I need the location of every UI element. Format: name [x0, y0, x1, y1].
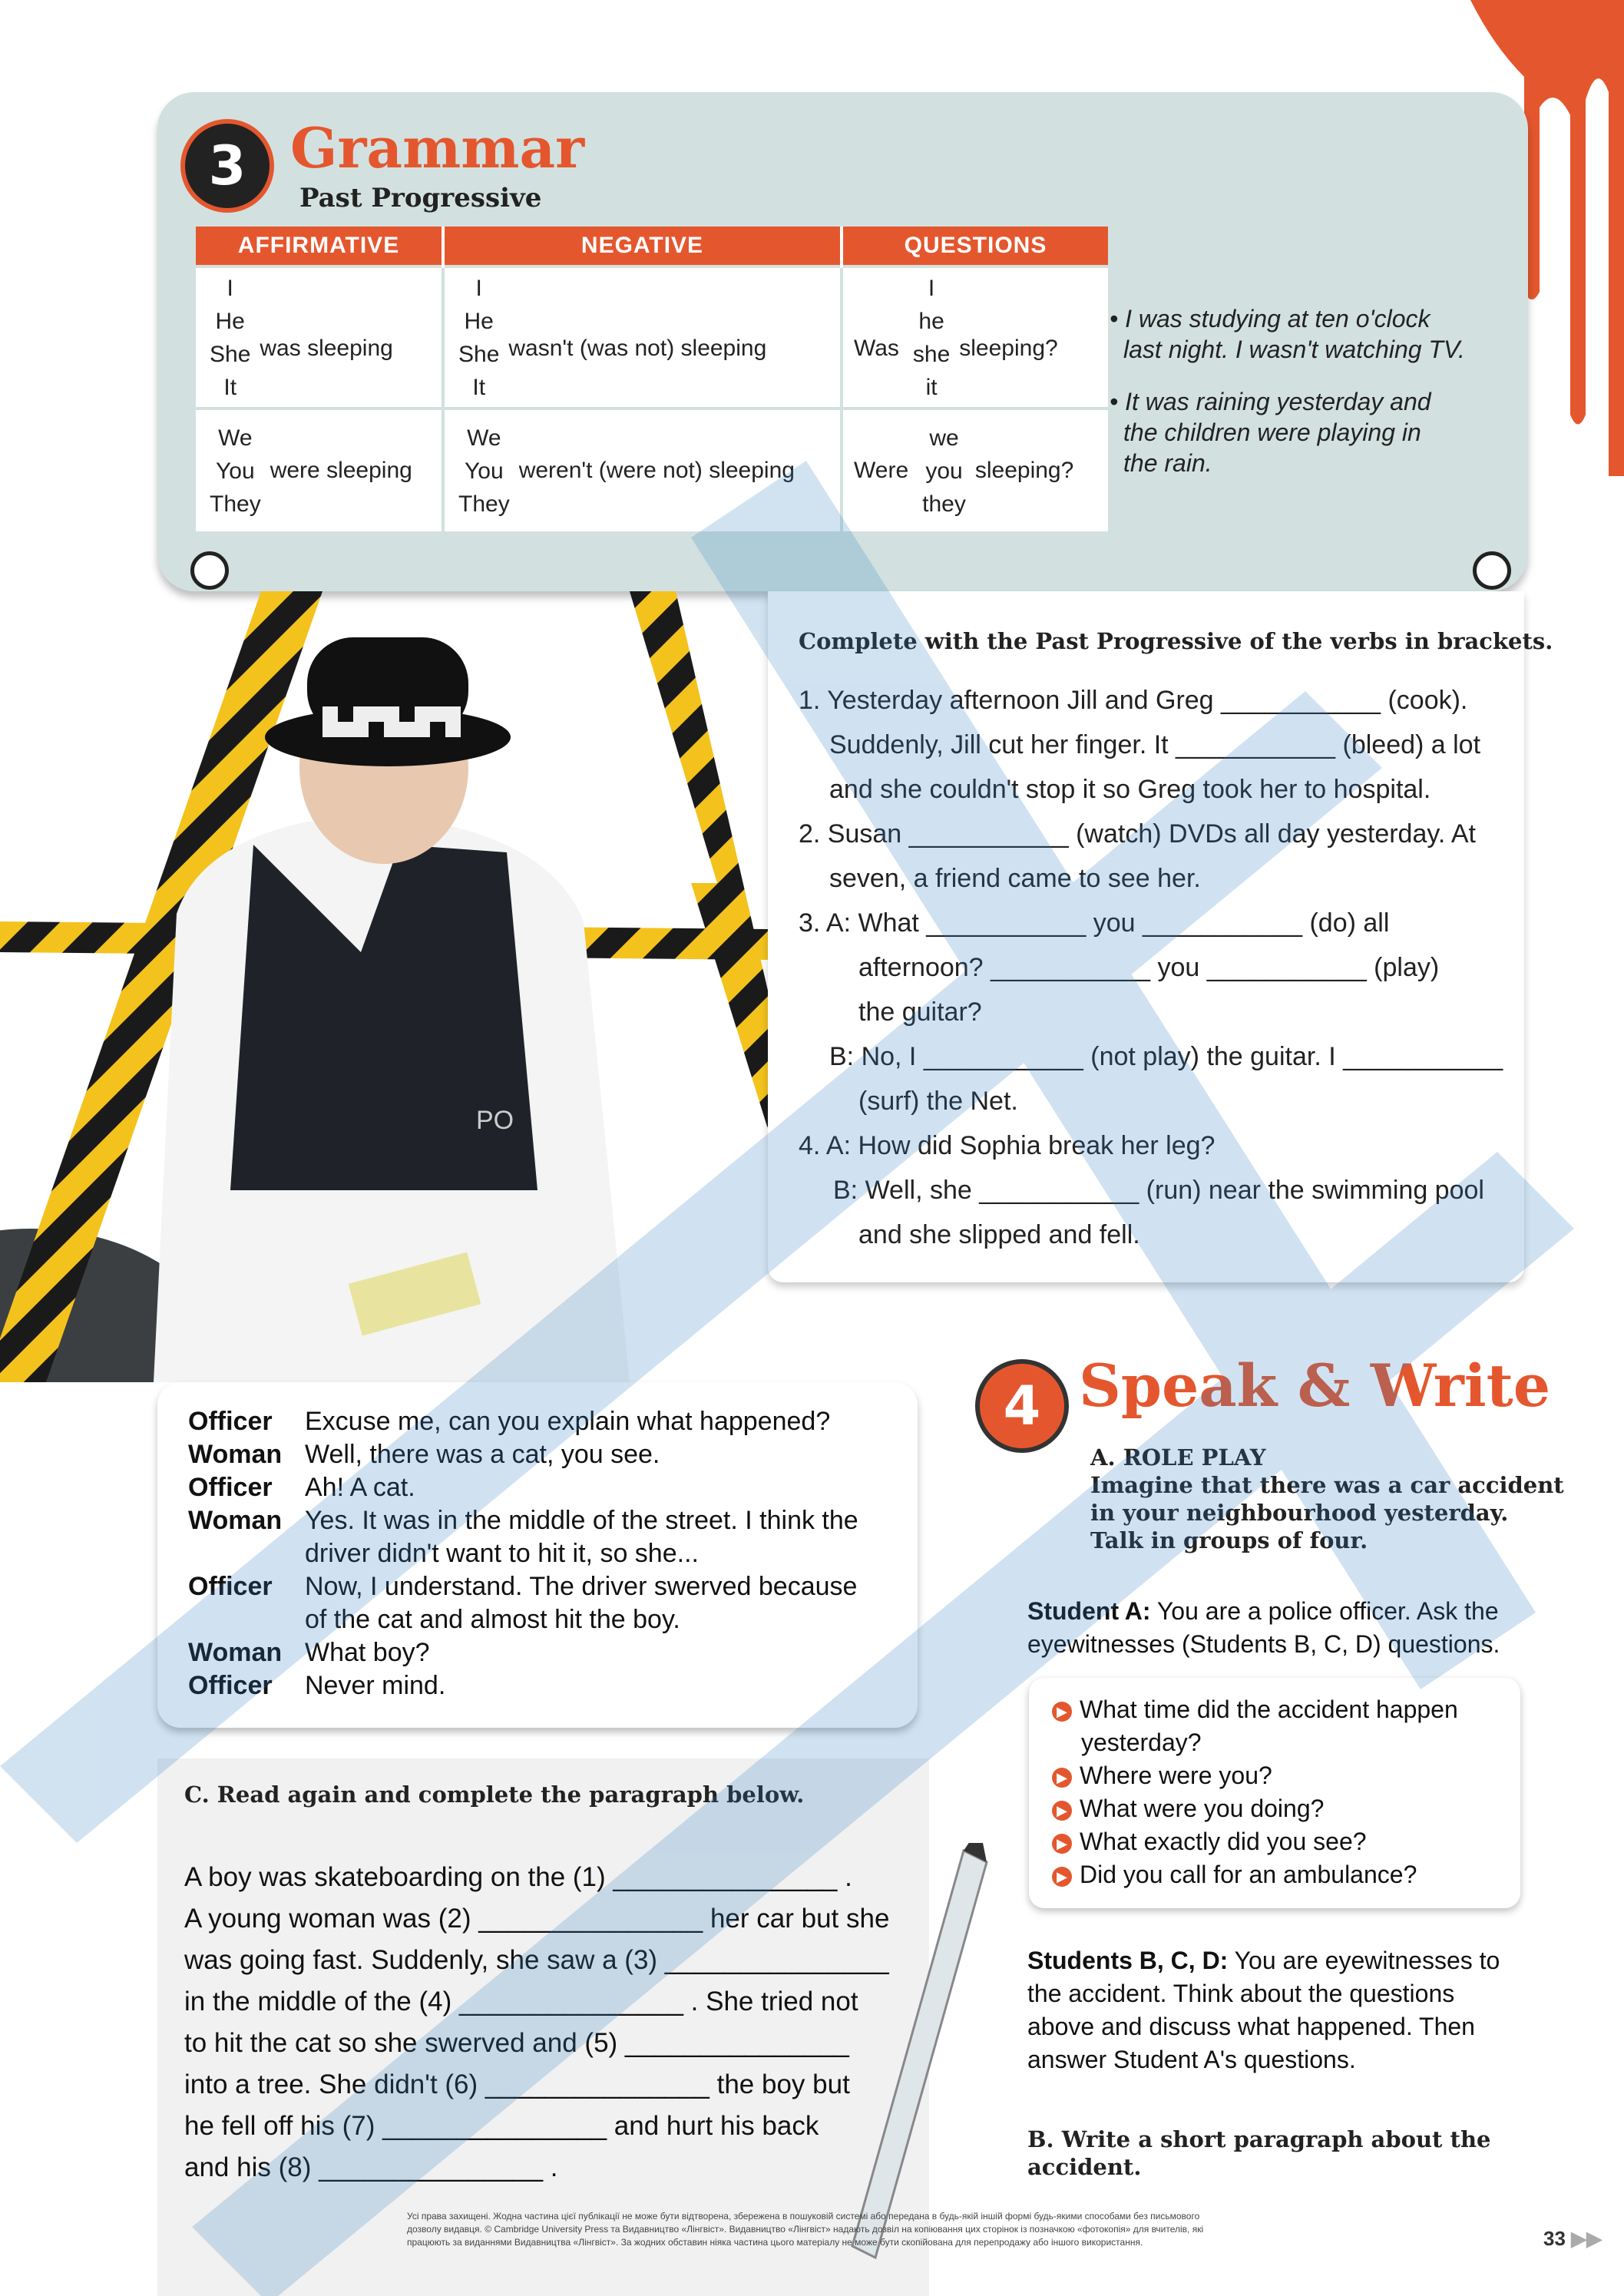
grammar-title: Grammar: [290, 115, 585, 180]
grammar-examples: [1110, 303, 1509, 500]
paragraph-line: was going fast. Suddenly, she saw a (3) _______________: [184, 1945, 889, 1975]
paragraph-line: to hit the cat so she swerved and (5) _______________: [184, 2028, 849, 2058]
students-bcd-text: You are eyewitnesses to: [1234, 1947, 1500, 1974]
role-play-heading: A. ROLE PLAY: [1090, 1444, 1266, 1471]
student-a-text: eyewitnesses (Students B, C, D) questions.: [1027, 1630, 1500, 1658]
exercise-line: 1. Yesterday afternoon Jill and Greg ___________ (cook).: [799, 686, 1468, 715]
pronoun: I: [928, 275, 935, 301]
question-text: Did you call for an ambulance?: [1080, 1861, 1417, 1888]
question-text: What exactly did you see?: [1080, 1828, 1367, 1855]
header-negative: NEGATIVE: [443, 227, 842, 266]
dialogue-line: Now, I understand. The driver swerved because: [305, 1572, 858, 1601]
question-item: [1052, 1696, 1458, 1724]
pronoun: He: [464, 308, 494, 334]
exercise-line: seven, a friend came to see her.: [829, 864, 1201, 893]
affirmative-singular: [196, 266, 443, 409]
example-line: the rain.: [1123, 449, 1212, 477]
pronoun: You: [216, 458, 255, 484]
pen-icon: [829, 1843, 998, 2273]
pronoun: He: [215, 308, 245, 334]
students-bcd-line: [1027, 1947, 1500, 1975]
pronoun: I: [475, 275, 482, 301]
dialogue-line: Excuse me, can you explain what happened?: [305, 1407, 831, 1436]
paragraph-line: and his (8) _______________ .: [184, 2152, 558, 2182]
exercise-line: B: Well, she ___________ (run) near the swimming pool: [833, 1176, 1484, 1205]
copyright-notice: Усі права захищені. Жодна частина цієї публікації не може бути відтворена, збережена в пошуковій системі або передана в будь-якій іншій формі будь-якими способами без письмового дозволу видавця. © Cambridge University Press та Видавництво «Лінгвіст». Видавництво «Лінгвіст» надають дозвіл на копіювання цих сторінок із позначкою «фотокопія» для вчителів, які працюють за виданнями Видавництва «Лінгвіст». За жодних обставин ніяка частина цього матеріалу не може бути скопійована для перепродажу або іншого використання.: [407, 2211, 1204, 2248]
example-line: the children were playing in: [1123, 419, 1421, 446]
speak-write-title: Speak & Write: [1079, 1351, 1551, 1420]
role-play-block: [1090, 1444, 1564, 1554]
exercise-line: and she slipped and fell.: [858, 1220, 1140, 1249]
header-questions: QUESTIONS: [842, 227, 1108, 266]
verb-form: wasn't (was not) sleeping: [508, 335, 767, 361]
exercise-line: B: No, I ___________ (not play) the guitar. I ___________: [829, 1042, 1503, 1071]
pronoun: She: [458, 341, 500, 367]
exercise-line: and she couldn't stop it so Greg took her to hospital.: [829, 775, 1431, 804]
part-b-text: B. Write a short paragraph about the: [1027, 2126, 1491, 2152]
section-number-badge: [975, 1359, 1069, 1453]
pronoun: It: [223, 374, 237, 400]
grammar-table: [196, 227, 1108, 531]
pronoun: it: [925, 374, 938, 400]
header-affirmative: AFFIRMATIVE: [196, 227, 443, 266]
verb-form: sleeping?: [959, 335, 1058, 361]
exercise-line: 2. Susan ___________ (watch) DVDs all day yesterday. At: [799, 819, 1476, 849]
speaker-label: Officer: [188, 1572, 273, 1601]
pronoun: They: [210, 491, 261, 517]
dialogue-line: of the cat and almost hit the boy.: [305, 1605, 680, 1634]
double-arrow-icon: ▶▶: [1571, 2227, 1603, 2250]
question-text: yesterday?: [1081, 1729, 1202, 1756]
dialogue-line: Well, there was a cat, you see.: [305, 1440, 660, 1469]
affirmative-plural: [196, 409, 443, 531]
verb-form: weren't (were not) sleeping: [518, 458, 795, 483]
pronoun: We: [467, 425, 501, 451]
speaker-label: Officer: [188, 1671, 273, 1700]
police-officer-photo: [0, 591, 768, 1382]
screw-icon: [1473, 551, 1511, 590]
paragraph-line: in the middle of the (4) _______________ . She tried not: [184, 1987, 858, 2016]
exercise-instruction: Complete with the Past Progressive of the verbs in brackets.: [799, 628, 1553, 654]
section-number: 3: [208, 134, 246, 197]
example-line: I was studying at ten o'clock: [1125, 305, 1431, 332]
pronoun: We: [218, 425, 253, 451]
students-bcd-label: Students B, C, D:: [1027, 1947, 1229, 1974]
part-b-text: accident.: [1027, 2154, 1142, 2180]
arrow-bullet-icon: ▶: [1052, 1801, 1072, 1821]
example-line: last night. I wasn't watching TV.: [1123, 336, 1465, 363]
pronoun: she: [912, 341, 951, 367]
pronoun: They: [458, 491, 510, 517]
exercise-line: the guitar?: [858, 997, 982, 1027]
pronoun: they: [922, 491, 966, 517]
pronoun: we: [929, 425, 959, 451]
example-1: • I was studying at ten o'clock last night. I wasn't watching TV.: [1110, 305, 1465, 363]
speaker-label: Officer: [188, 1473, 273, 1502]
question-item: [1052, 1762, 1272, 1790]
pronoun: he: [918, 308, 944, 334]
dialogue-line: Yes. It was in the middle of the street. I think the: [305, 1506, 858, 1535]
exercise-line: (surf) the Net.: [858, 1087, 1018, 1116]
dialogue-line: driver didn't want to hit it, so she...: [305, 1539, 699, 1568]
example-line: It was raining yesterday and: [1125, 388, 1431, 415]
pronoun: It: [472, 374, 486, 400]
question-aux: Were: [854, 458, 909, 483]
student-a-label: Student A:: [1027, 1597, 1151, 1625]
students-bcd-text: above and discuss what happened. Then: [1027, 2013, 1475, 2040]
question-item: [1052, 1861, 1417, 1889]
negative-singular: [443, 266, 842, 409]
screw-icon: [190, 551, 229, 590]
page-number: [1543, 2227, 1602, 2251]
verb-form: sleeping?: [974, 458, 1074, 483]
student-a-text: You are a police officer. Ask the: [1156, 1597, 1499, 1625]
police-officer-illustration: [0, 591, 768, 1382]
question-aux: Was: [854, 335, 899, 361]
students-bcd-text: answer Student A's questions.: [1027, 2046, 1356, 2073]
role-play-text: in your neighbourhood yesterday.: [1090, 1500, 1509, 1526]
student-a-line: [1027, 1597, 1499, 1626]
speaker-label: Woman: [188, 1506, 283, 1535]
example-2: • It was raining yesterday and the children were playing in the rain.: [1110, 388, 1431, 477]
exercise-line: 4. A: How did Sophia break her leg?: [799, 1131, 1216, 1160]
exercise-line: afternoon? ___________ you ___________ (play): [858, 953, 1440, 982]
question-text: What were you doing?: [1080, 1795, 1325, 1822]
pronoun: I: [227, 275, 233, 301]
arrow-bullet-icon: ▶: [1052, 1768, 1072, 1788]
question-item: [1052, 1828, 1367, 1856]
arrow-bullet-icon: ▶: [1052, 1867, 1072, 1887]
role-play-text: Talk in groups of four.: [1090, 1527, 1368, 1553]
dialogue-line: Ah! A cat.: [305, 1473, 415, 1502]
speaker-label: Woman: [188, 1440, 283, 1469]
role-play-text: Imagine that there was a car accident: [1090, 1472, 1564, 1498]
exercise-line: 3. A: What ___________ you ___________ (do) all: [799, 908, 1390, 938]
badge-text: PO: [476, 1106, 514, 1135]
grammar-subtitle: Past Progressive: [299, 183, 542, 213]
pronoun: You: [465, 458, 504, 484]
dialogue-line: Never mind.: [305, 1671, 446, 1700]
students-bcd-text: the accident. Think about the questions: [1027, 1980, 1455, 2007]
pronoun: you: [925, 458, 963, 484]
arrow-bullet-icon: ▶: [1052, 1702, 1072, 1722]
exercise-line: Suddenly, Jill cut her finger. It ___________ (bleed) a lot: [829, 730, 1481, 759]
question-text: What time did the accident happen: [1080, 1696, 1458, 1723]
question-text: Where were you?: [1080, 1762, 1272, 1789]
paragraph-heading: C. Read again and complete the paragraph below.: [184, 1782, 805, 1808]
question-singular: [842, 266, 1108, 409]
page-number-text: 33: [1543, 2227, 1566, 2250]
verb-form: were sleeping: [270, 458, 412, 483]
paragraph-line: A young woman was (2) _______________ her car but she: [184, 1904, 890, 1934]
speaker-label: Officer: [188, 1407, 273, 1436]
arrow-bullet-icon: ▶: [1052, 1834, 1072, 1854]
verb-form: was sleeping: [260, 335, 393, 361]
paragraph-line: into a tree. She didn't (6) _______________ the boy but: [184, 2069, 850, 2099]
question-plural: [842, 409, 1108, 531]
section-number: 4: [1003, 1375, 1041, 1437]
section-number-badge: [180, 119, 274, 213]
speaker-label: Woman: [188, 1638, 283, 1667]
dialogue-line: What boy?: [305, 1638, 430, 1667]
question-item: [1052, 1795, 1324, 1823]
part-b-block: [1027, 2126, 1490, 2181]
negative-plural: [443, 409, 842, 531]
paragraph-line: he fell off his (7) _______________ and hurt his back: [184, 2111, 819, 2141]
pronoun: She: [210, 341, 251, 367]
paragraph-line: A boy was skateboarding on the (1) _______________ .: [184, 1862, 852, 1892]
